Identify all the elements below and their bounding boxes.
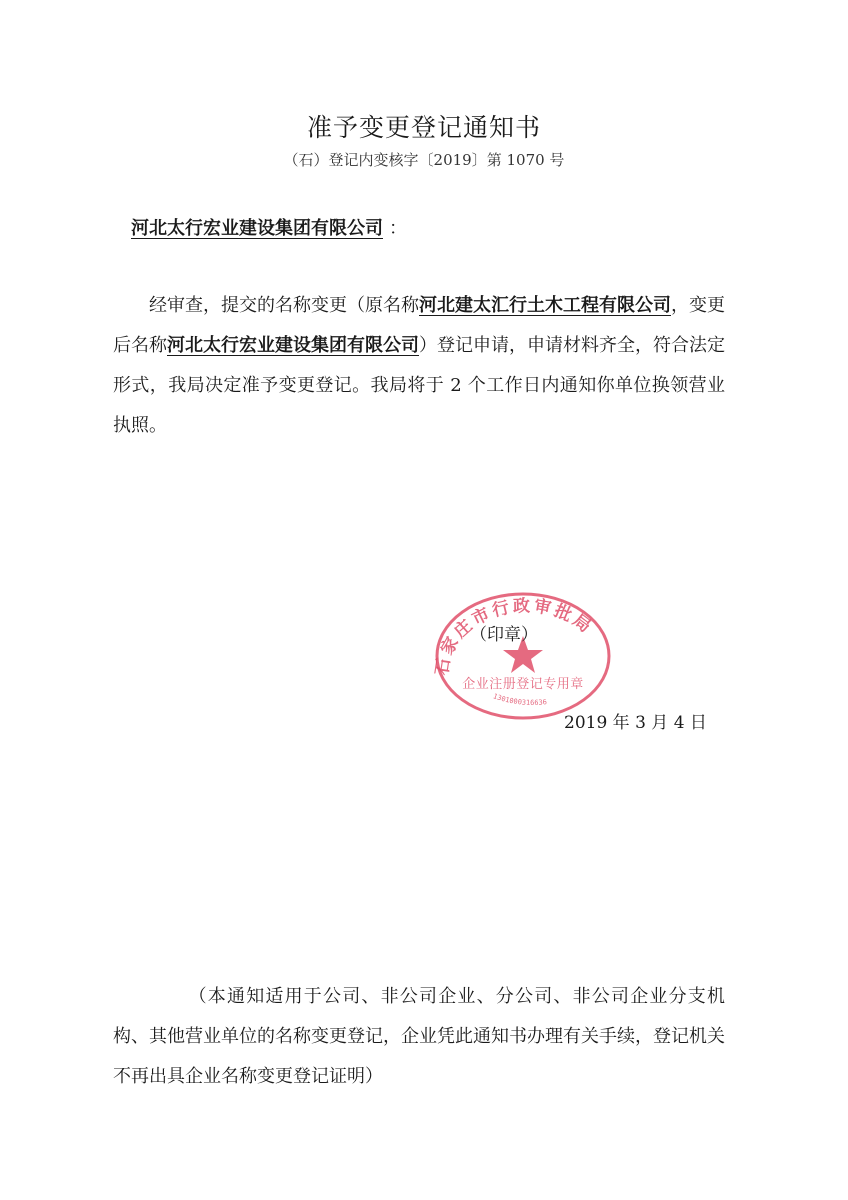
seal-code: 1301000316636 [491,692,548,707]
body-tail: ）登记申请，申请材料齐全，符合法定形式，我局决定准予变更登记。我局将于 2 个工作日内通知你单位换领营业执照。 [113,335,725,436]
seal-label: （印章） [470,625,538,645]
addressee-colon: ： [389,218,407,239]
issue-date: 2019 年 3 月 4 日 [564,713,707,733]
new-company-name: 河北太行宏业建设集团有限公司 [167,335,419,356]
notice-body [113,286,725,446]
document-number: （石）登记内变核字〔2019〕第 1070 号 [283,151,565,169]
old-company-name: 河北建太汇行土木工程有限公司 [419,295,671,316]
addressee-line [131,214,407,240]
body-intro: 经审查，提交的名称变更（原名称 [149,295,419,316]
document-title: 准予变更登记通知书 [306,113,541,142]
seal-ring-text: 石家庄市行政审批局 [432,596,597,677]
applicability-note: （本通知适用于公司、非公司企业、分公司、非公司企业分支机构、其他营业单位的名称变更登记，企业凭此通知书办理有关手续，登记机关不再出具企业名称变更登记证明） [113,986,725,1087]
addressee-name: 河北太行宏业建设集团有限公司 [131,218,383,239]
official-seal-stamp [430,584,615,724]
seal-inner-text: 企业注册登记专用章 [462,677,584,692]
body-mid: ，变更后名称 [113,295,725,356]
